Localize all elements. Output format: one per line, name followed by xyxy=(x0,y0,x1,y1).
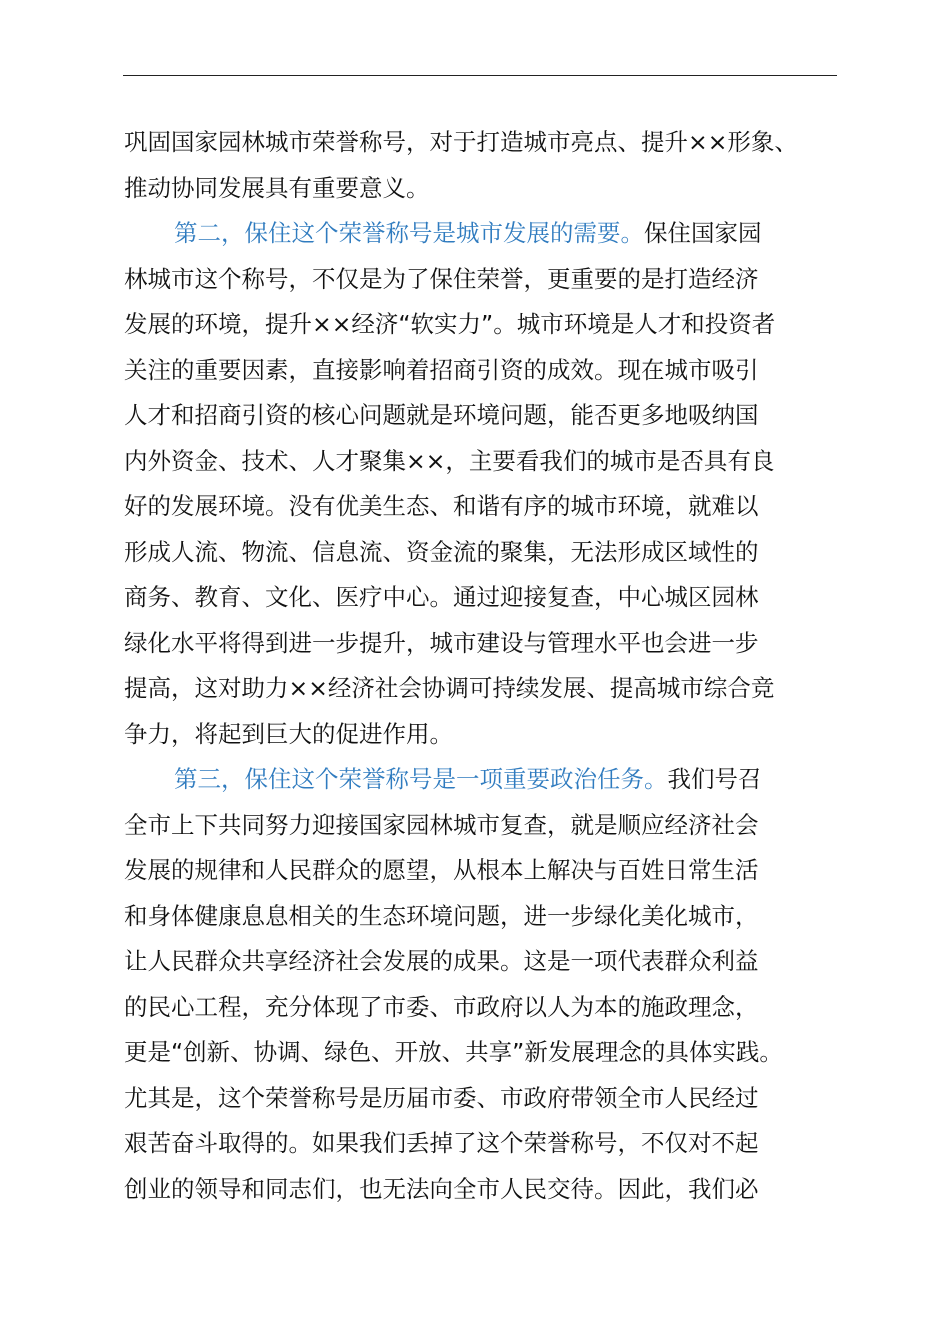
paragraph-line: 形成人流、物流、信息流、资金流的聚集，无法形成区域性的 xyxy=(124,537,759,566)
paragraph-line: 绿化水平将得到进一步提升，城市建设与管理水平也会进一步 xyxy=(124,628,759,657)
paragraph-line: 发展的环境，提升××经济“软实力”。城市环境是人才和投资者 xyxy=(124,310,776,338)
paragraph-line: 全市上下共同努力迎接国家园林城市复查，就是顺应经济社会 xyxy=(124,810,759,839)
paragraph-line: 人才和招商引资的核心问题就是环境问题，能否更多地吸纳国 xyxy=(124,401,759,429)
paragraph-line: 创业的领导和同志们，也无法向全市人民交待。因此，我们必 xyxy=(124,1174,759,1203)
paragraph-line: 巩固国家园林城市荣誉称号，对于打造城市亮点、提升××形象、 xyxy=(124,128,798,156)
paragraph-line: 尤其是，这个荣誉称号是历届市委、市政府带领全市人民经过 xyxy=(124,1083,759,1112)
paragraph-line: 关注的重要因素，直接影响着招商引资的成效。现在城市吸引 xyxy=(124,355,759,384)
paragraph-line: 争力，将起到巨大的促进作用。 xyxy=(124,719,453,748)
paragraph-line: 内外资金、技术、人才聚集××，主要看我们的城市是否具有良 xyxy=(124,446,775,475)
document-body xyxy=(124,120,840,1212)
section2-first-line xyxy=(124,211,840,257)
paragraph-line: 好的发展环境。没有优美生态、和谐有序的城市环境，就难以 xyxy=(124,492,759,520)
paragraph-line: 商务、教育、文化、医疗中心。通过迎接复查，中心城区园林 xyxy=(124,583,759,611)
section3-heading: 第三，保住这个荣誉称号是一项重要政治任务。 xyxy=(174,765,668,793)
paragraph-line: 提高，这对助力××经济社会协调可持续发展、提高城市综合竞 xyxy=(124,674,775,702)
section3-first-line xyxy=(124,757,840,803)
section2-first-line-rest: 保住国家园 xyxy=(644,219,762,247)
paragraph-line: 推动协同发展具有重要意义。 xyxy=(124,173,430,202)
paragraph-line: 的民心工程，充分体现了市委、市政府以人为本的施政理念， xyxy=(124,992,759,1021)
paragraph-line: 更是“创新、协调、绿色、开放、共享”新发展理念的具体实践。 xyxy=(124,1038,783,1066)
paragraph-line: 让人民群众共享经济社会发展的成果。这是一项代表群众利益 xyxy=(124,947,759,975)
paragraph-line: 艰苦奋斗取得的。如果我们丢掉了这个荣誉称号，不仅对不起 xyxy=(124,1129,759,1157)
header-rule xyxy=(123,75,837,76)
section2-heading: 第二，保住这个荣誉称号是城市发展的需要。 xyxy=(174,219,644,247)
paragraph-line: 和身体健康息息相关的生态环境问题，进一步绿化美化城市， xyxy=(124,901,759,930)
section3-first-line-rest: 我们号召 xyxy=(667,765,762,793)
paragraph-line: 林城市这个称号，不仅是为了保住荣誉，更重要的是打造经济 xyxy=(124,264,759,293)
paragraph-line: 发展的规律和人民群众的愿望，从根本上解决与百姓日常生活 xyxy=(124,856,759,884)
